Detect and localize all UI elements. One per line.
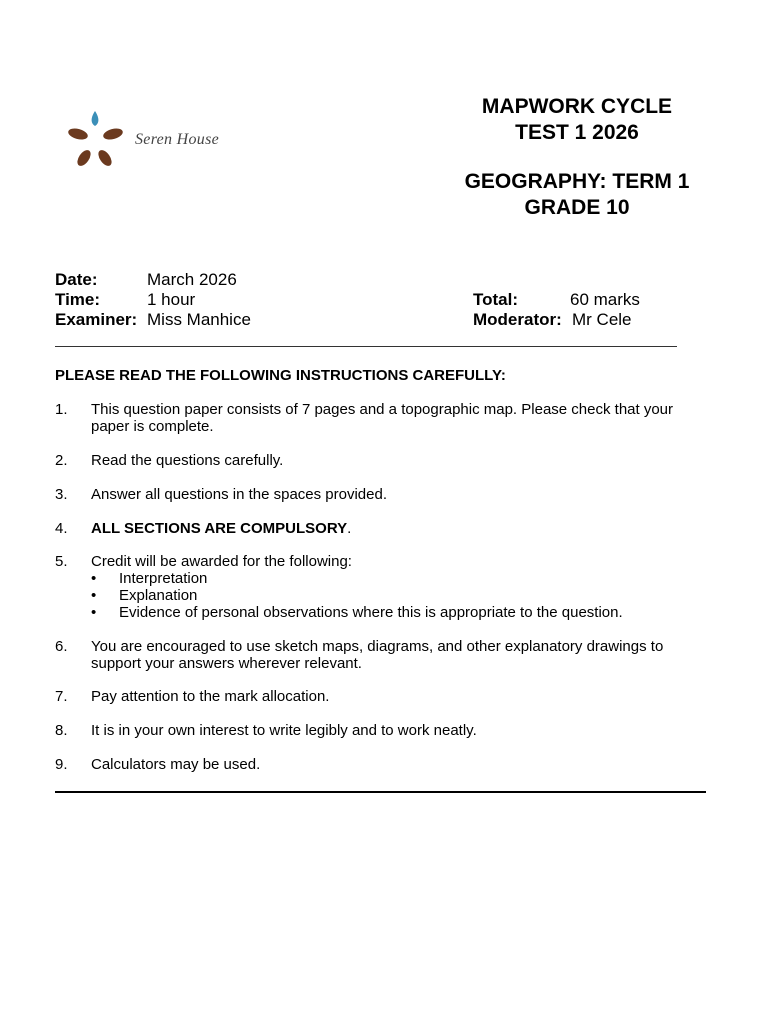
subject-title bbox=[452, 169, 702, 221]
instruction-text: Read the questions carefully. bbox=[91, 452, 284, 469]
instruction-text: Calculators may be used. bbox=[91, 756, 261, 773]
item-number: 9. bbox=[55, 756, 68, 773]
date-label: Date: bbox=[55, 270, 98, 289]
flower-icon bbox=[60, 105, 135, 180]
item-number: 8. bbox=[55, 722, 68, 739]
instruction-text: It is in your own interest to write legibly and to work neatly. bbox=[91, 722, 477, 739]
petal-left bbox=[67, 127, 89, 142]
instruction-text: You are encouraged to use sketch maps, diagrams, and other explanatory drawings to support your answers wherever relevant. bbox=[91, 638, 664, 672]
time-label: Time: bbox=[55, 290, 101, 309]
test-title bbox=[452, 94, 702, 146]
compulsory-text: ALL SECTIONS ARE COMPULSORY bbox=[91, 520, 348, 537]
time-value: 1 hour bbox=[147, 290, 196, 309]
examiner-label: Examiner: bbox=[55, 310, 138, 329]
title-line4: GRADE 10 bbox=[524, 196, 630, 219]
total-value: 60 marks bbox=[570, 290, 640, 309]
instruction-text: This question paper consists of 7 pages and a topographic map. Please check that your paper is complete. bbox=[91, 401, 674, 435]
instruction-text: Pay attention to the mark allocation. bbox=[91, 688, 330, 705]
title-line1: MAPWORK CYCLE bbox=[481, 95, 673, 118]
instruction-text: Credit will be awarded for the following: bbox=[91, 553, 352, 570]
item-number: 7. bbox=[55, 688, 68, 705]
instruction-text: Answer all questions in the spaces provided. bbox=[91, 486, 388, 503]
total-label: Total: bbox=[473, 290, 519, 309]
moderator-value: Mr Cele bbox=[572, 310, 632, 329]
bullet-icon: • bbox=[91, 604, 97, 621]
bullet-icon: • bbox=[91, 587, 97, 604]
title-line2: TEST 1 2026 bbox=[515, 121, 639, 144]
drop-petal bbox=[92, 111, 99, 126]
petal-bottom-right bbox=[96, 148, 115, 168]
item-number: 6. bbox=[55, 638, 68, 655]
item-number: 3. bbox=[55, 486, 68, 503]
bullet-text: Evidence of personal observations where this is appropriate to the question. bbox=[119, 604, 623, 621]
title-line3: GEOGRAPHY: TERM 1 bbox=[464, 170, 690, 193]
logo-text: Seren House bbox=[135, 131, 220, 148]
item-number: 4. bbox=[55, 520, 68, 537]
divider-bottom bbox=[55, 791, 706, 793]
divider-top bbox=[55, 346, 677, 347]
item-number: 1. bbox=[55, 401, 68, 418]
bullet-text: Explanation bbox=[119, 587, 198, 604]
moderator-label: Moderator: bbox=[473, 310, 562, 329]
bullet-text: Interpretation bbox=[119, 570, 208, 587]
date-value: March 2026 bbox=[147, 270, 237, 289]
item-number: 2. bbox=[55, 452, 68, 469]
bullet-icon: • bbox=[91, 570, 97, 587]
instruction-text: ALL SECTIONS ARE COMPULSORY. bbox=[91, 520, 352, 537]
examiner-value: Miss Manhice bbox=[147, 310, 251, 329]
petal-right bbox=[102, 127, 124, 142]
instructions-heading: PLEASE READ THE FOLLOWING INSTRUCTIONS CAREFULLY: bbox=[55, 367, 506, 384]
petal-bottom-left bbox=[75, 148, 94, 168]
item-number: 5. bbox=[55, 553, 68, 570]
